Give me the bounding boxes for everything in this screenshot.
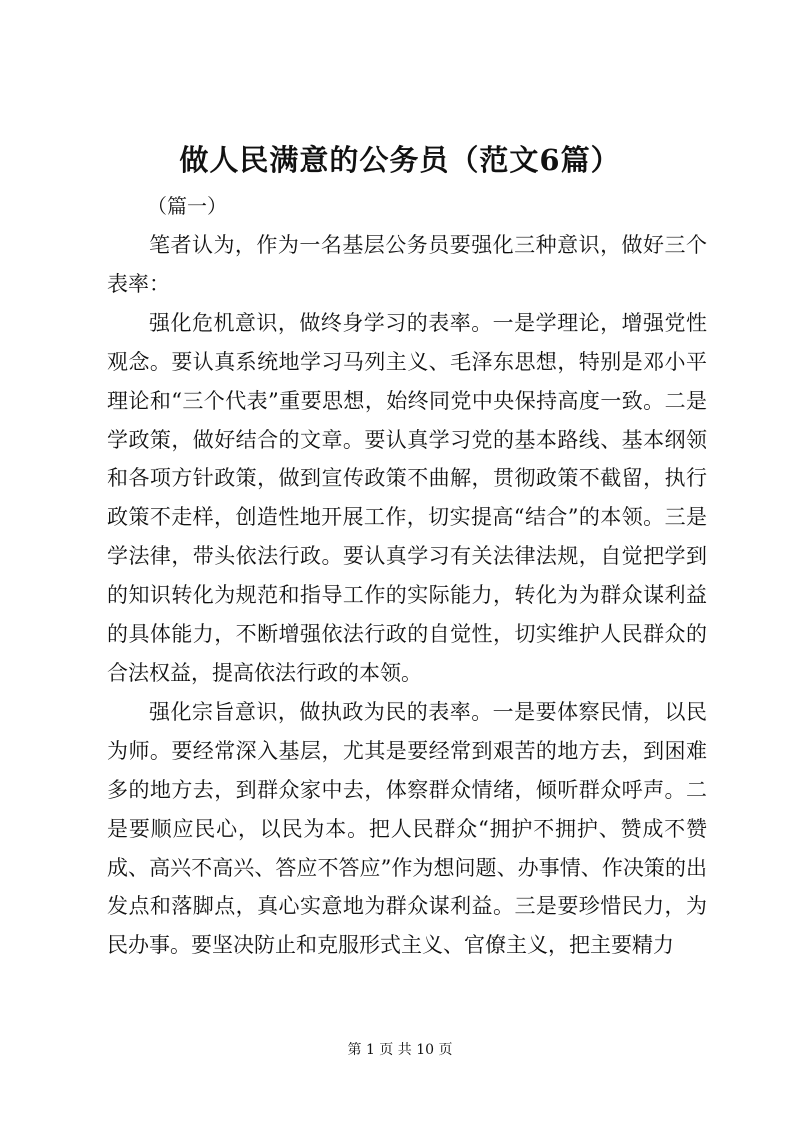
document-body	[107, 226, 707, 965]
document-title: 做人民满意的公务员（范文6篇）	[179, 143, 621, 177]
paragraph-intro: 笔者认为，作为一名基层公务员要强化三种意识，做好三个表率：	[107, 233, 707, 296]
page-number: 第 1 页 共 10 页	[347, 1042, 453, 1058]
section-label: （篇一）	[147, 194, 227, 218]
paragraph-service: 强化宗旨意识，做执政为民的表率。一是要体察民情，以民为师。要经常深入基层，尤其是要经常到艰苦的地方去，到困难多的地方去，到群众家中去，体察群众情绪，倾听群众呼声。二是要顺应民心，以民为本。把人民群众“拥护不拥护、赞成不赞成、高兴不高兴、答应不答应”作为想问题、办事情、作决策的出发点和落脚点，真心实意地为群众谋利益。三是要珍惜民力，为民办事。要坚决防止和克服形式主义、官僚主义，把主要精力	[107, 699, 707, 958]
paragraph-learning: 强化危机意识，做终身学习的表率。一是学理论，增强党性观念。要认真系统地学习马列主义、毛泽东思想，特别是邓小平理论和“三个代表”重要思想，始终同党中央保持高度一致。二是学政策，做好结合的文章。要认真学习党的基本路线、基本纲领和各项方针政策，做到宣传政策不曲解，贯彻政策不截留，执行政策不走样，创造性地开展工作，切实提高“结合”的本领。三是学法律，带头依法行政。要认真学习有关法律法规，自觉把学到的知识转化为规范和指导工作的实际能力，转化为为群众谋利益的具体能力，不断增强依法行政的自觉性，切实维护人民群众的合法权益，提高依法行政的本领。	[107, 310, 707, 685]
